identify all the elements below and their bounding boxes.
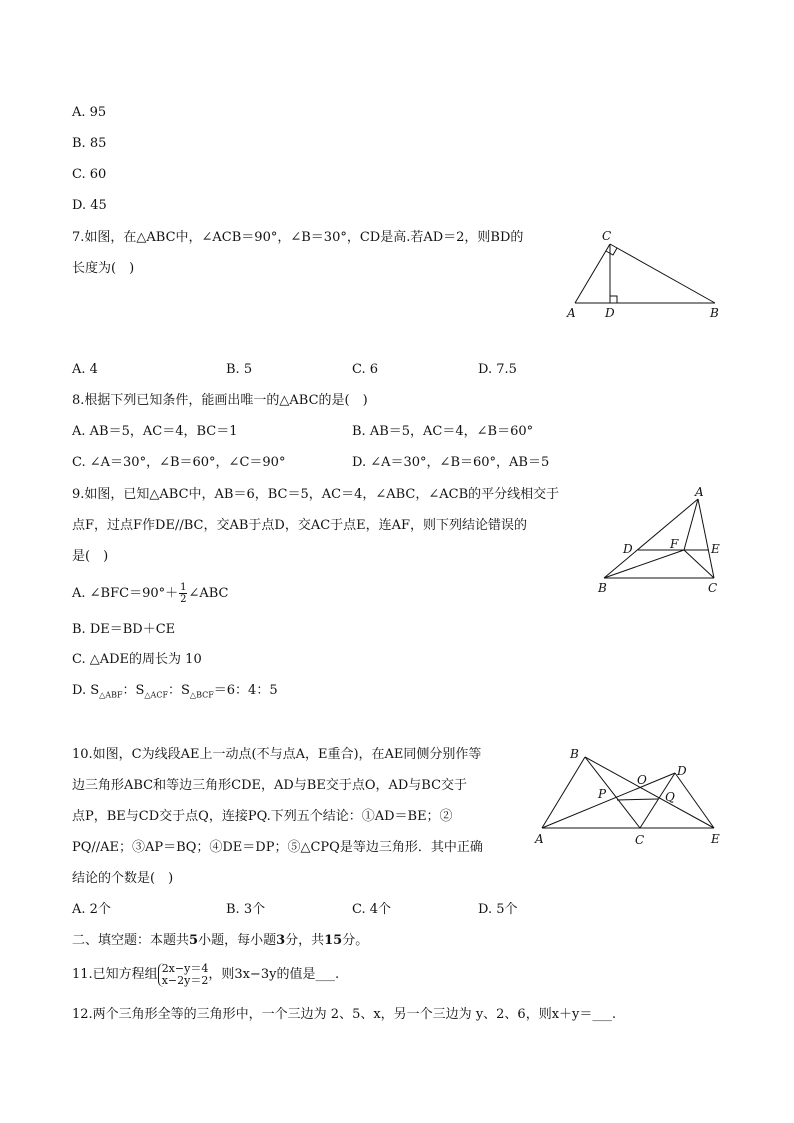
- q10-label-b: B: [570, 747, 579, 761]
- q9-option-d-sep1: ：S: [122, 683, 145, 698]
- q9-option-d-sub3: △BCF: [189, 690, 214, 700]
- q7-triangle-figure: [560, 228, 730, 328]
- q9-label-c: C: [708, 581, 718, 595]
- q10-label-d: D: [677, 764, 687, 778]
- q10-option-d: D. 5个: [478, 902, 518, 917]
- q7-label-d: D: [605, 306, 615, 320]
- q10-label-a: A: [535, 832, 544, 846]
- q9-option-c: C. △ADE的周长为 10: [72, 652, 202, 667]
- q11: [72, 962, 339, 988]
- q6-option-b: B. 85: [72, 136, 107, 151]
- section2-text-1: 二、填空题：本题共: [72, 933, 190, 948]
- section2-count: 5: [189, 933, 199, 948]
- q10-label-c: C: [635, 833, 645, 847]
- q10-equilateral-triangles-figure: [530, 740, 730, 855]
- q9-option-d: [72, 681, 278, 706]
- q8-option-c: C. ∠A＝30°，∠B＝60°，∠C＝90°: [72, 455, 286, 470]
- q7-label-a: A: [567, 306, 576, 320]
- q10-label-p: P: [598, 787, 607, 801]
- q9-option-d-ratio: ＝6：4：5: [213, 683, 278, 698]
- q7-label-c: C: [602, 229, 612, 243]
- q9-stem-line1: 9.如图，已知△ABC中，AB＝6，BC＝5，AC＝4，∠ABC，∠ACB的平分线相交于: [72, 487, 560, 502]
- q6-option-a: A. 95: [72, 105, 107, 120]
- q10-stem-line4: PQ//AE；③AP＝BQ；④DE＝DP；⑤△CPQ是等边三角形．其中正确: [72, 840, 483, 855]
- q6-option-d: D. 45: [72, 198, 107, 213]
- q9-option-d-sub2: △ACF: [144, 690, 169, 700]
- q9-option-d-sub1: △ABF: [99, 690, 123, 700]
- q9-label-f: F: [670, 537, 679, 551]
- section2-points-total: 15: [324, 933, 343, 948]
- q10-label-o: O: [637, 773, 647, 787]
- section2-points-each: 3: [276, 933, 286, 948]
- q10-stem-line1: 10.如图，C为线段AE上一动点(不与点A，E重合)，在AE同侧分别作等: [72, 747, 482, 762]
- q9-stem-line2: 点F，过点F作DE//BC，交AB于点D，交AC于点E，连AF，则下列结论错误的: [72, 518, 528, 533]
- q9-option-b: B. DE＝BD＋CE: [72, 622, 176, 637]
- q9-option-a-numerator: 1: [180, 582, 187, 593]
- q11-equation-system: [158, 963, 209, 987]
- q9-option-a-fraction: [179, 582, 187, 605]
- q8-option-b: B. AB＝5，AC＝4，∠B＝60°: [352, 424, 534, 439]
- q6-option-c: C. 60: [72, 167, 107, 182]
- q7-option-d: D. 7.5: [478, 362, 517, 377]
- q9-option-a-suffix: ∠ABC: [188, 586, 229, 601]
- q8-stem: 8.根据下列已知条件，能画出唯一的△ABC的是( ): [72, 393, 368, 408]
- q7-option-a: A. 4: [72, 362, 98, 377]
- q9-label-a: A: [695, 485, 704, 499]
- q10-option-a: A. 2个: [72, 902, 111, 917]
- q9-label-b: B: [598, 581, 607, 595]
- q7-label-b: B: [710, 306, 719, 320]
- q8-option-d: D. ∠A＝30°，∠B＝60°，AB＝5: [352, 455, 550, 470]
- q10-stem-line2: 边三角形ABC和等边三角形CDE，AD与BE交于点O，AD与BC交于: [72, 778, 468, 793]
- q10-option-b: B. 3个: [226, 902, 266, 917]
- q9-label-d: D: [623, 542, 633, 556]
- q11-equation-1: 2x−y＝4: [161, 961, 209, 975]
- q10-label-q: Q: [665, 790, 675, 804]
- q9-option-d-prefix: D. S: [72, 683, 100, 698]
- q9-option-d-sep2: ：S: [168, 683, 190, 698]
- q9-option-a-prefix: A. ∠BFC＝90°＋: [72, 586, 179, 601]
- q7-stem-line2: 长度为( ): [72, 261, 135, 276]
- section2-text-4: 分。: [342, 933, 369, 948]
- section2-heading: [72, 931, 368, 951]
- q9-option-a-denominator: 2: [180, 594, 187, 605]
- q7-option-c: C. 6: [352, 362, 379, 377]
- q9-option-a: [72, 582, 229, 605]
- q11-suffix: ，则3x−3y的值是___.: [208, 967, 340, 982]
- q11-prefix: 11.已知方程组: [72, 967, 158, 982]
- q9-stem-line3: 是( ): [72, 549, 109, 564]
- q7-stem-line1: 7.如图，在△ABC中，∠ACB＝90°，∠B＝30°，CD是高.若AD＝2，则BD的: [72, 230, 524, 245]
- q9-triangle-figure: [590, 485, 730, 600]
- q8-option-a: A. AB＝5，AC＝4，BC＝1: [72, 424, 238, 439]
- q10-stem-line5: 结论的个数是( ): [72, 871, 174, 886]
- q10-stem-line3: 点P，BE与CD交于点Q，连接PQ.下列五个结论：①AD＝BE；②: [72, 809, 453, 824]
- q10-label-e: E: [711, 832, 720, 846]
- section2-text-3: 分，共: [285, 933, 325, 948]
- q9-label-e: E: [711, 542, 720, 556]
- q7-option-b: B. 5: [226, 362, 253, 377]
- section2-text-2: 小题，每小题: [198, 933, 277, 948]
- q10-option-c: C. 4个: [352, 902, 392, 917]
- q11-equation-2: x−2y＝2: [161, 973, 209, 987]
- q12-stem: 12.两个三角形全等的三角形中，一个三边为 2、5、x，另一个三边为 y、2、6，则x＋y＝___.: [72, 1007, 617, 1022]
